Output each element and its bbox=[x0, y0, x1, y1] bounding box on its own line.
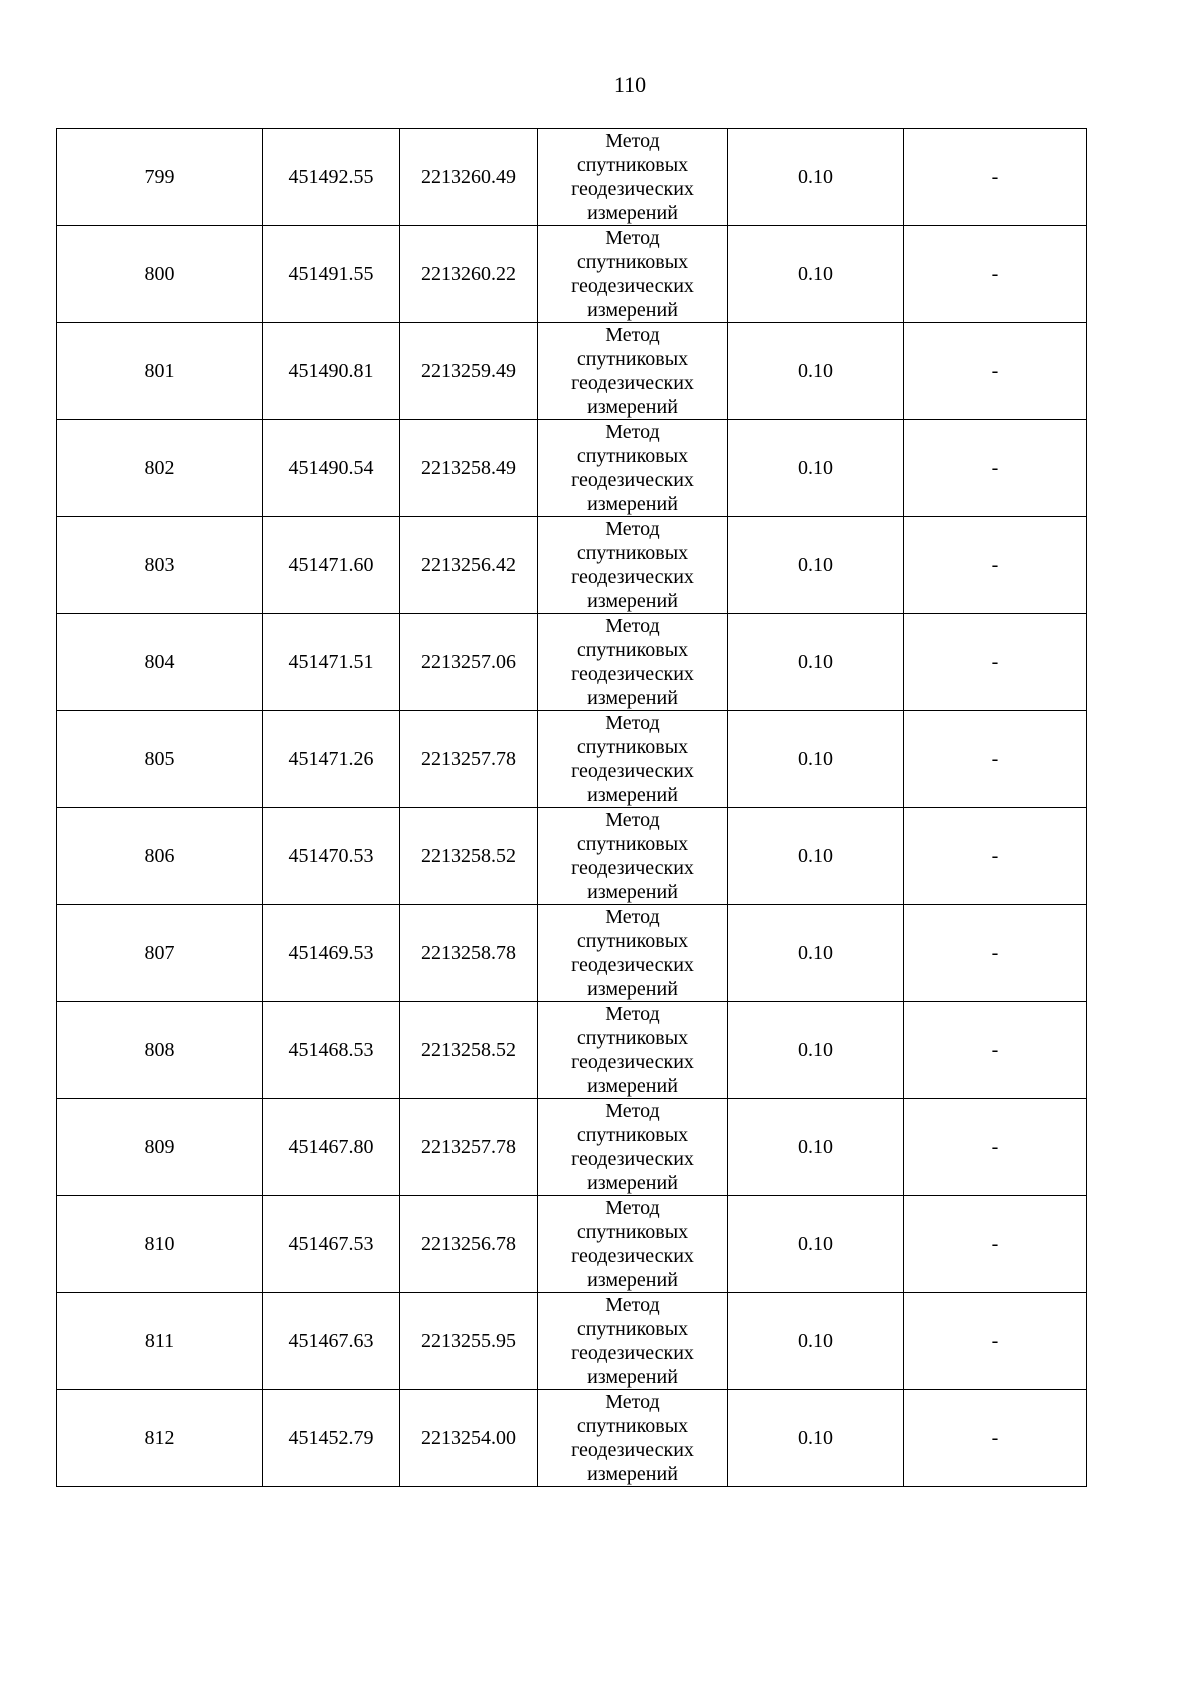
x-coordinate-cell: 451490.81 bbox=[263, 323, 400, 420]
point-number-cell: 801 bbox=[57, 323, 263, 420]
table-row bbox=[57, 614, 1087, 711]
note-cell: - bbox=[904, 1196, 1087, 1293]
note-cell: - bbox=[904, 226, 1087, 323]
table-row bbox=[57, 129, 1087, 226]
accuracy-cell: 0.10 bbox=[728, 517, 904, 614]
note-cell: - bbox=[904, 323, 1087, 420]
point-number-cell: 809 bbox=[57, 1099, 263, 1196]
point-number-cell: 805 bbox=[57, 711, 263, 808]
method-text: Метод спутниковых геодезических измерений bbox=[571, 712, 694, 806]
note-cell: - bbox=[904, 1002, 1087, 1099]
method-cell bbox=[538, 517, 728, 614]
y-coordinate-cell: 2213260.49 bbox=[400, 129, 538, 226]
note-cell: - bbox=[904, 129, 1087, 226]
method-cell bbox=[538, 420, 728, 517]
x-coordinate-cell: 451471.26 bbox=[263, 711, 400, 808]
x-coordinate-cell: 451467.63 bbox=[263, 1293, 400, 1390]
x-coordinate-cell: 451452.79 bbox=[263, 1390, 400, 1487]
table-row bbox=[57, 1002, 1087, 1099]
method-cell bbox=[538, 1293, 728, 1390]
method-text: Метод спутниковых геодезических измерений bbox=[571, 906, 694, 1000]
method-cell bbox=[538, 905, 728, 1002]
table-row bbox=[57, 1293, 1087, 1390]
accuracy-cell: 0.10 bbox=[728, 905, 904, 1002]
method-text: Метод спутниковых геодезических измерений bbox=[571, 130, 694, 224]
method-text: Метод спутниковых геодезических измерений bbox=[571, 324, 694, 418]
table-row bbox=[57, 323, 1087, 420]
accuracy-cell: 0.10 bbox=[728, 1099, 904, 1196]
note-cell: - bbox=[904, 517, 1087, 614]
method-cell bbox=[538, 808, 728, 905]
accuracy-cell: 0.10 bbox=[728, 129, 904, 226]
accuracy-cell: 0.10 bbox=[728, 1293, 904, 1390]
method-cell bbox=[538, 129, 728, 226]
x-coordinate-cell: 451467.53 bbox=[263, 1196, 400, 1293]
method-text: Метод спутниковых геодезических измерений bbox=[571, 1197, 694, 1291]
note-cell: - bbox=[904, 905, 1087, 1002]
point-number-cell: 804 bbox=[57, 614, 263, 711]
y-coordinate-cell: 2213256.78 bbox=[400, 1196, 538, 1293]
x-coordinate-cell: 451491.55 bbox=[263, 226, 400, 323]
note-cell: - bbox=[904, 711, 1087, 808]
method-cell bbox=[538, 226, 728, 323]
method-cell bbox=[538, 1002, 728, 1099]
method-text: Метод спутниковых геодезических измерений bbox=[571, 1003, 694, 1097]
point-number-cell: 811 bbox=[57, 1293, 263, 1390]
method-text: Метод спутниковых геодезических измерений bbox=[571, 518, 694, 612]
accuracy-cell: 0.10 bbox=[728, 323, 904, 420]
point-number-cell: 799 bbox=[57, 129, 263, 226]
method-cell bbox=[538, 1390, 728, 1487]
point-number-cell: 800 bbox=[57, 226, 263, 323]
y-coordinate-cell: 2213258.52 bbox=[400, 1002, 538, 1099]
note-cell: - bbox=[904, 1390, 1087, 1487]
method-cell bbox=[538, 1196, 728, 1293]
table-row bbox=[57, 1390, 1087, 1487]
accuracy-cell: 0.10 bbox=[728, 808, 904, 905]
table-body bbox=[57, 129, 1087, 1487]
y-coordinate-cell: 2213258.78 bbox=[400, 905, 538, 1002]
table-row bbox=[57, 226, 1087, 323]
x-coordinate-cell: 451492.55 bbox=[263, 129, 400, 226]
x-coordinate-cell: 451490.54 bbox=[263, 420, 400, 517]
method-text: Метод спутниковых геодезических измерений bbox=[571, 227, 694, 321]
y-coordinate-cell: 2213259.49 bbox=[400, 323, 538, 420]
x-coordinate-cell: 451467.80 bbox=[263, 1099, 400, 1196]
accuracy-cell: 0.10 bbox=[728, 1002, 904, 1099]
note-cell: - bbox=[904, 1099, 1087, 1196]
accuracy-cell: 0.10 bbox=[728, 1196, 904, 1293]
table-row bbox=[57, 808, 1087, 905]
table-row bbox=[57, 1196, 1087, 1293]
table-row bbox=[57, 711, 1087, 808]
point-number-cell: 810 bbox=[57, 1196, 263, 1293]
y-coordinate-cell: 2213257.78 bbox=[400, 1099, 538, 1196]
point-number-cell: 812 bbox=[57, 1390, 263, 1487]
method-cell bbox=[538, 323, 728, 420]
method-text: Метод спутниковых геодезических измерений bbox=[571, 1100, 694, 1194]
note-cell: - bbox=[904, 1293, 1087, 1390]
table-row bbox=[57, 1099, 1087, 1196]
y-coordinate-cell: 2213260.22 bbox=[400, 226, 538, 323]
y-coordinate-cell: 2213255.95 bbox=[400, 1293, 538, 1390]
note-cell: - bbox=[904, 808, 1087, 905]
x-coordinate-cell: 451469.53 bbox=[263, 905, 400, 1002]
method-cell bbox=[538, 1099, 728, 1196]
y-coordinate-cell: 2213258.52 bbox=[400, 808, 538, 905]
note-cell: - bbox=[904, 614, 1087, 711]
point-number-cell: 806 bbox=[57, 808, 263, 905]
point-number-cell: 803 bbox=[57, 517, 263, 614]
method-text: Метод спутниковых геодезических измерений bbox=[571, 615, 694, 709]
method-cell bbox=[538, 614, 728, 711]
method-cell bbox=[538, 711, 728, 808]
accuracy-cell: 0.10 bbox=[728, 1390, 904, 1487]
y-coordinate-cell: 2213257.06 bbox=[400, 614, 538, 711]
x-coordinate-cell: 451471.60 bbox=[263, 517, 400, 614]
y-coordinate-cell: 2213257.78 bbox=[400, 711, 538, 808]
method-text: Метод спутниковых геодезических измерений bbox=[571, 1294, 694, 1388]
method-text: Метод спутниковых геодезических измерений bbox=[571, 421, 694, 515]
accuracy-cell: 0.10 bbox=[728, 226, 904, 323]
table-row bbox=[57, 517, 1087, 614]
coordinates-table bbox=[56, 128, 1087, 1487]
page-number: 110 bbox=[613, 72, 647, 97]
point-number-cell: 807 bbox=[57, 905, 263, 1002]
y-coordinate-cell: 2213256.42 bbox=[400, 517, 538, 614]
table-row bbox=[57, 420, 1087, 517]
x-coordinate-cell: 451468.53 bbox=[263, 1002, 400, 1099]
table-row bbox=[57, 905, 1087, 1002]
point-number-cell: 808 bbox=[57, 1002, 263, 1099]
accuracy-cell: 0.10 bbox=[728, 711, 904, 808]
x-coordinate-cell: 451470.53 bbox=[263, 808, 400, 905]
x-coordinate-cell: 451471.51 bbox=[263, 614, 400, 711]
method-text: Метод спутниковых геодезических измерений bbox=[571, 809, 694, 903]
method-text: Метод спутниковых геодезических измерений bbox=[571, 1391, 694, 1485]
note-cell: - bbox=[904, 420, 1087, 517]
y-coordinate-cell: 2213258.49 bbox=[400, 420, 538, 517]
accuracy-cell: 0.10 bbox=[728, 420, 904, 517]
y-coordinate-cell: 2213254.00 bbox=[400, 1390, 538, 1487]
accuracy-cell: 0.10 bbox=[728, 614, 904, 711]
point-number-cell: 802 bbox=[57, 420, 263, 517]
